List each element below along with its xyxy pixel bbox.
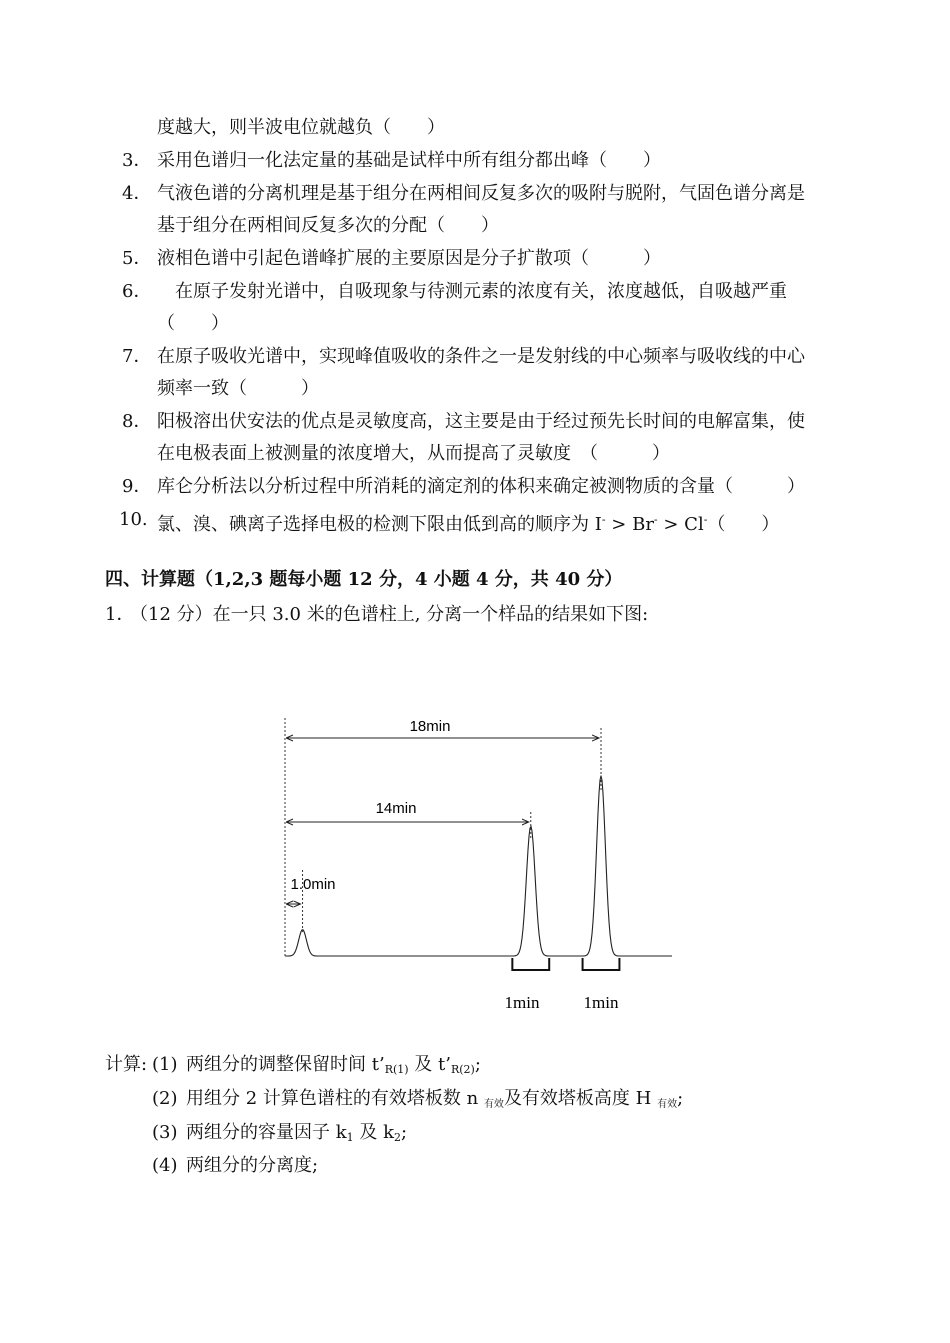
- label-peak-2-width: 1min: [583, 993, 619, 1012]
- calc-item-2-sub-1: 有效: [483, 1099, 504, 1110]
- question-9-text: 库仑分析法以分析过程中所消耗的滴定剂的体积来确定被测物质的含量（ ）: [157, 476, 805, 497]
- calc-item-2-number: (2): [152, 1088, 178, 1109]
- label-14min: 14min: [375, 800, 417, 817]
- calc-item-2-text-b: 及有效塔板高度 H: [503, 1088, 658, 1109]
- question-3-text: 采用色谱归一化法定量的基础是试样中所有组分都出峰（ ）: [157, 150, 661, 171]
- calc-item-3-text: [186, 1121, 407, 1150]
- calc-item-3-number: (3): [152, 1122, 178, 1143]
- calc-item-3-sub-1: 1: [346, 1131, 354, 1144]
- question-10-text-c: > Cl: [657, 514, 704, 535]
- calc-item-3-text-c: ;: [401, 1122, 408, 1143]
- chromatogram: [0, 700, 950, 1030]
- label-1min-dead: 1.0min: [290, 876, 336, 893]
- calc-item-1-text-a: 两组分的调整保留时间 t’: [186, 1054, 385, 1075]
- question-8-text-line2: 在电极表面上被测量的浓度增大，从而提高了灵敏度 （ ）: [157, 443, 670, 464]
- question-7-text-line1: 在原子吸收光谱中，实现峰值吸收的条件之一是发射线的中心频率与吸收线的中心: [157, 346, 805, 367]
- question-6-number: 6．: [122, 281, 152, 302]
- calc-item-4-number: (4): [152, 1155, 178, 1176]
- question-6-text-line2: （ ）: [157, 313, 229, 334]
- question-4-number: 4．: [122, 183, 152, 204]
- question-8-text-line1: 阳极溶出伏安法的优点是灵敏度高，这主要是由于经过预先长时间的电解富集，使: [157, 411, 805, 432]
- question-2-continuation: 度越大，则半波电位就越负（ ）: [157, 117, 445, 138]
- question-6-text-line1: 在原子发射光谱中，自吸现象与待测元素的浓度有关，浓度越低，自吸越严重: [157, 281, 787, 302]
- calc-item-1-sub-1: R(1): [384, 1063, 409, 1076]
- question-8-number: 8．: [122, 411, 152, 432]
- calc-item-1-text-c: ;: [474, 1054, 481, 1075]
- peak-2-width-bracket: [583, 958, 620, 970]
- calc-item-2-sub-2: 有效: [657, 1099, 678, 1110]
- calc-item-2-text-c: ;: [677, 1088, 684, 1109]
- calc-item-2-text-a: 用组分 2 计算色谱柱的有效塔板数 n: [186, 1088, 484, 1109]
- question-10-number: 10.: [119, 509, 148, 530]
- calc-item-3-sub-2: 2: [394, 1131, 401, 1144]
- peak-1-width-bracket: [512, 958, 549, 970]
- calc-item-3-text-b: 及 k: [353, 1122, 394, 1143]
- label-peak-1-width: 1min: [504, 993, 540, 1012]
- question-10-text-a: 氯、溴、碘离子选择电极的检测下限由低到高的顺序为 I: [157, 514, 602, 535]
- question-10-sup-2: -: [653, 513, 658, 526]
- question-10-sup-3: -: [703, 513, 708, 526]
- question-10-text-b: > Br: [605, 514, 654, 535]
- calc-item-4-text: 两组分的分离度;: [186, 1155, 319, 1176]
- chromatogram-trace: [285, 776, 672, 956]
- section-4-title: 四、计算题（1,2,3 题每小题 12 分，4 小题 4 分，共 40 分）: [105, 569, 623, 590]
- question-5-text: 液相色谱中引起色谱峰扩展的主要原因是分子扩散项（ ）: [157, 248, 661, 269]
- calc-item-1-text: [186, 1053, 481, 1082]
- question-10-text-d: （ ）: [707, 514, 780, 535]
- calc-label: 计算:: [105, 1054, 148, 1075]
- question-4-text-line2: 基于组分在两相间反复多次的分配（ ）: [157, 215, 499, 236]
- calc-item-1-sub-2: R(2): [450, 1063, 475, 1076]
- calc-question-1-number: 1．: [105, 604, 135, 625]
- question-5-number: 5．: [122, 248, 152, 269]
- question-7-number: 7．: [122, 346, 152, 367]
- question-7-text-line2: 频率一致（ ）: [157, 378, 319, 399]
- question-3-number: 3．: [122, 150, 152, 171]
- question-10-text: [157, 508, 779, 537]
- question-4-text-line1: 气液色谱的分离机理是基于组分在两相间反复多次的吸附与脱附，气固色谱分离是: [157, 183, 805, 204]
- calc-item-3-text-a: 两组分的容量因子 k: [186, 1122, 347, 1143]
- calc-question-1-text: （12 分）在一只 3.0 米的色谱柱上, 分离一个样品的结果如下图:: [130, 604, 649, 625]
- question-9-number: 9．: [122, 476, 152, 497]
- calc-item-1-text-b: 及 t’: [408, 1054, 451, 1075]
- label-18min: 18min: [409, 718, 451, 735]
- calc-item-1-number: (1): [152, 1054, 178, 1075]
- question-10-sup-1: -: [601, 513, 606, 526]
- calc-item-2-text: [186, 1087, 683, 1117]
